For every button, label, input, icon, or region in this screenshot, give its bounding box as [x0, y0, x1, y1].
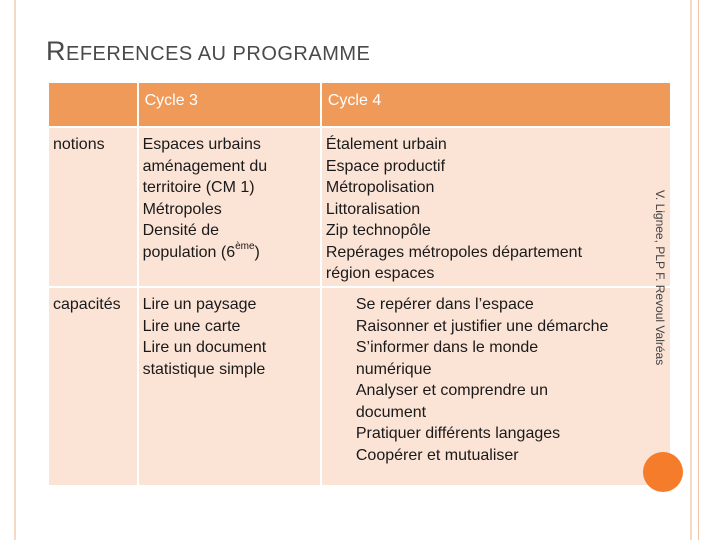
- side-credit: V. Lignee, PLP F. Revoul Valréas: [653, 190, 667, 366]
- row-label: capacités: [53, 296, 121, 313]
- notions-cycle4-line: Repérages métropoles département: [325, 243, 583, 261]
- title-rest: EFERENCES AU PROGRAMME: [66, 43, 371, 65]
- slide-border-right: [690, 0, 692, 540]
- header-row: [48, 82, 671, 127]
- header-cycle3: Cycle 3: [138, 82, 321, 127]
- title-initial: R: [46, 36, 66, 66]
- capacites-cycle3-cell: [138, 287, 321, 486]
- slide-border-right-thin: [698, 0, 699, 540]
- header-empty: [48, 82, 138, 127]
- notions-cycle4-line: Étalement urbain: [325, 136, 447, 153]
- capacites-cycle3-line: Lire un document: [142, 339, 267, 356]
- table-row-notions: [48, 127, 671, 287]
- capacites-cycle4-line: S’informer dans le monde: [355, 339, 539, 356]
- capacites-cycle4-line: Pratiquer différents langages: [355, 425, 561, 442]
- notions-cycle3-line: Métropoles: [142, 200, 222, 218]
- capacites-cycle3-line: Lire une carte: [142, 317, 241, 335]
- programme-table: [47, 81, 672, 487]
- slide-title: [46, 36, 370, 67]
- capacites-cycle4-cell: [321, 287, 671, 486]
- table-row-capacites: [48, 287, 671, 486]
- row-label-capacites: [48, 287, 138, 486]
- capacites-cycle4-line: Se repérer dans l’espace: [355, 296, 534, 313]
- capacites-cycle4-line: document: [355, 403, 427, 421]
- notions-cycle3-line: Espaces urbains: [142, 136, 261, 153]
- density-text: population (6: [142, 243, 236, 261]
- capacites-cycle3-line: Lire un paysage: [142, 296, 257, 313]
- notions-cycle3-line: territoire (CM 1): [142, 179, 255, 196]
- notions-cycle3-line-density: [143, 242, 316, 264]
- notions-cycle4-line: Espace productif: [325, 157, 446, 175]
- density-close: ): [254, 243, 260, 261]
- row-label: notions: [53, 136, 105, 153]
- notions-cycle3-cell: [138, 127, 321, 287]
- notions-cycle3-line: Densité de: [142, 222, 220, 239]
- density-superscript: ème: [235, 241, 255, 253]
- capacites-cycle4-line: Coopérer et mutualiser: [355, 446, 519, 464]
- capacites-cycle4-line: numérique: [355, 360, 432, 378]
- capacites-cycle4-line: Analyser et comprendre un: [355, 382, 548, 399]
- notions-cycle4-line: Zip technopôle: [325, 222, 431, 239]
- notions-cycle4-cell: [321, 127, 671, 287]
- notions-cycle4-line: Littoralisation: [325, 200, 421, 218]
- slide-border-left: [14, 0, 16, 540]
- notions-cycle4-line: région espaces: [325, 265, 435, 282]
- notions-cycle4-line: Métropolisation: [325, 179, 435, 196]
- header-cycle4: Cycle 4: [321, 82, 671, 127]
- notions-cycle3-line: aménagement du: [142, 157, 268, 175]
- capacites-cycle4-line: Raisonner et justifier une démarche: [355, 317, 609, 335]
- page-number-badge: [643, 452, 683, 492]
- row-label-notions: [48, 127, 138, 287]
- capacites-cycle3-line: statistique simple: [142, 360, 266, 378]
